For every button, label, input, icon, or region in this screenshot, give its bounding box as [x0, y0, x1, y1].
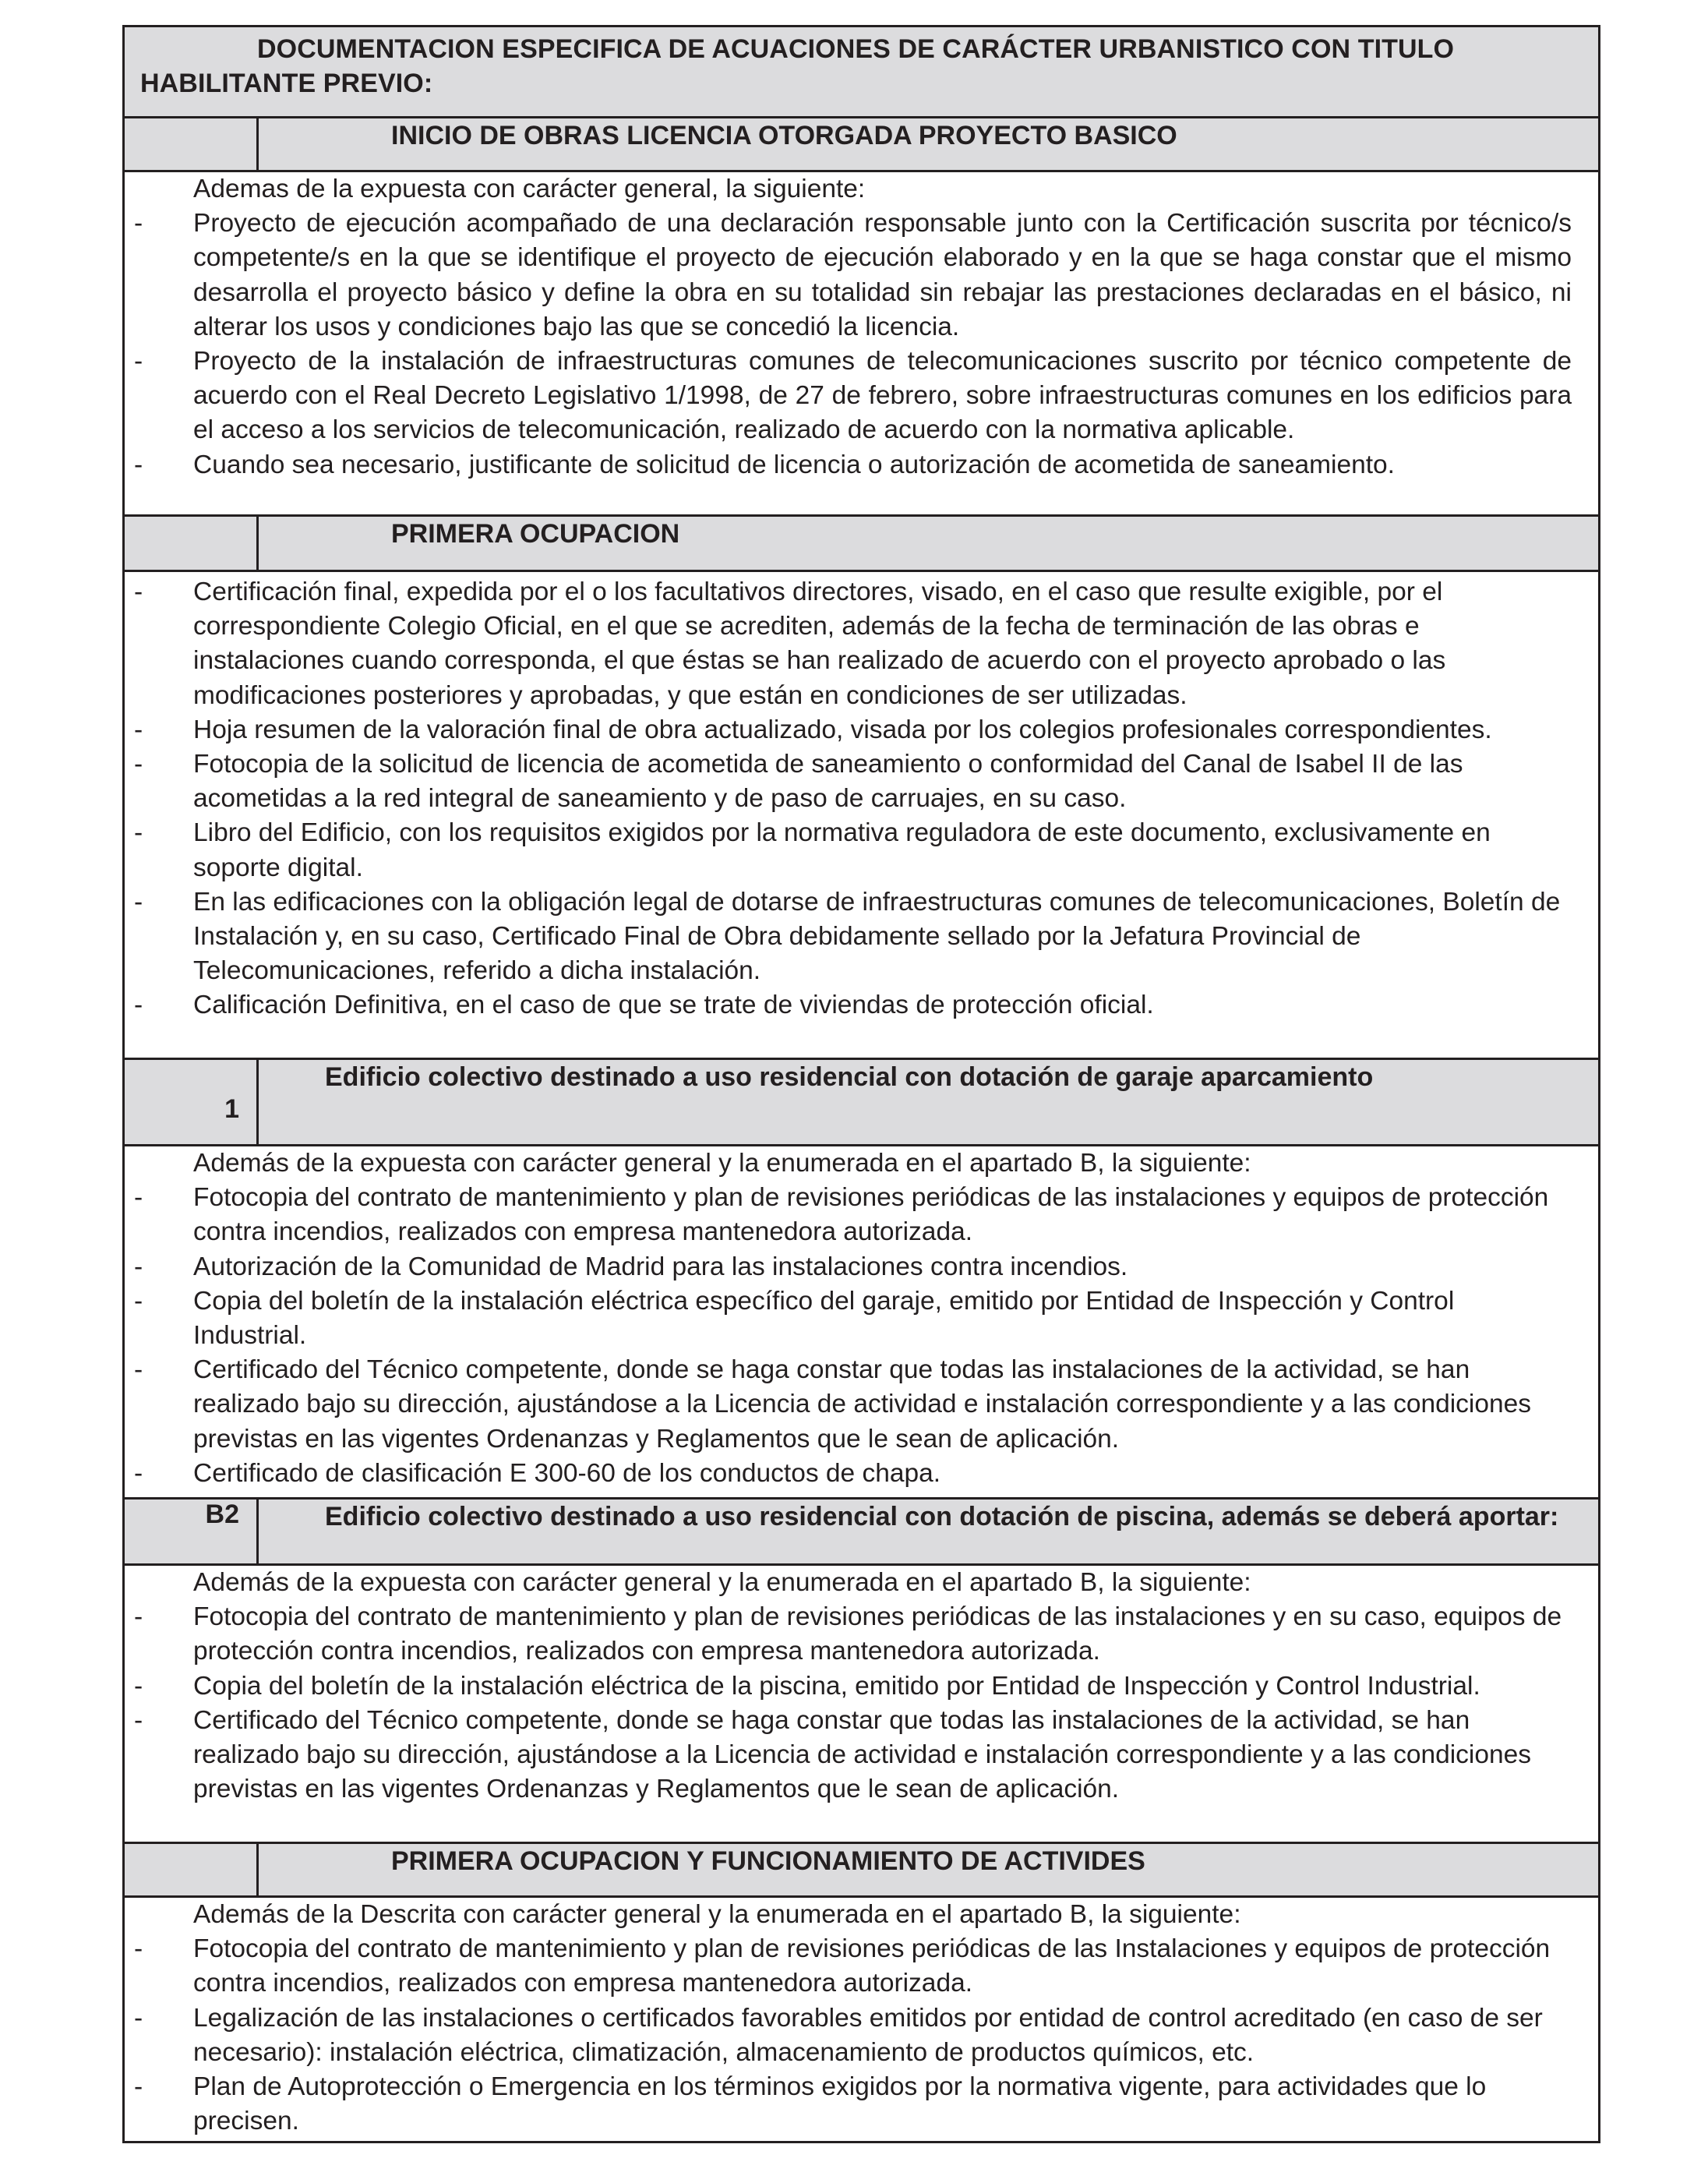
section-heading: Edificio colectivo destinado a uso residencial con dotación de piscina, además se deberá aportar: [325, 1502, 1559, 1531]
list-item [125, 1669, 1583, 1704]
list-item-text: Hoja resumen de la valoración final de obra actualizado, visada por los colegios profesionales correspondientes. [193, 715, 1492, 744]
section-code [125, 118, 259, 170]
section-code: B2 [125, 1500, 259, 1563]
list-item [125, 207, 1583, 344]
list-item [125, 1932, 1583, 2001]
section-header-primera-ocupacion [125, 517, 1598, 572]
list-item [125, 344, 1583, 448]
list-item-text: Libro del Edificio, con los requisitos exigidos por la normativa reguladora de este documento, exclusivamente en soporte digital. [193, 818, 1491, 882]
list-item [125, 988, 1583, 1023]
bullet-dash: - [134, 1934, 143, 1964]
section-heading: PRIMERA OCUPACION [391, 519, 680, 549]
bullet-dash: - [134, 578, 143, 606]
list-item [125, 747, 1583, 816]
section-body-primera-ocupacion [125, 572, 1598, 1060]
bullet-dash: - [134, 1458, 143, 1488]
bullet-dash: - [134, 1671, 143, 1701]
section-body-piscina [125, 1566, 1598, 1844]
list-item-text: Fotocopia del contrato de mantenimiento y plan de revisiones periódicas de las instalaciones y equipos de protección contra incendios, realizados con empresa mantenedora autorizada. [193, 1183, 1549, 1247]
section-body-garaje [125, 1146, 1598, 1500]
list-item-text: Certificado del Técnico competente, donde se haga constar que todas las instalaciones de la actividad, se han realizado bajo su dirección, ajustándose a la Licencia de actividad e instalación correspondiente y a las condiciones previstas en las vigentes Ordenanzas y Reglamentos que le sean de aplicación. [193, 1355, 1532, 1454]
list-item-text: Proyecto de la instalación de infraestructuras comunes de telecomunicaciones suscrito por técnico competente de acuerdo con el Real Decreto Legislativo 1/1998, de 27 de febrero, sobre infraestructuras comunes en los edificios para el acceso a los servicios de telecomunicación, realizado de acuerdo con la normativa aplicable. [193, 347, 1572, 445]
bullet-dash: - [134, 347, 143, 376]
bullet-dash: - [134, 818, 143, 848]
section-body-inicio-obras [125, 172, 1598, 517]
section-intro: Además de la expuesta con carácter general y la enumerada en el apartado B, la siguiente: [193, 1149, 1251, 1178]
bullet-dash: - [134, 991, 143, 1020]
list-item-text: Copia del boletín de la instalación eléctrica de la piscina, emitido por Entidad de Inspección y Control Industrial. [193, 1671, 1480, 1701]
section-code: 1 [125, 1060, 259, 1144]
list-item [125, 1704, 1583, 1807]
title-line-1: DOCUMENTACION ESPECIFICA DE ACUACIONES DE CARÁCTER URBANISTICO CON TITULO [257, 34, 1455, 64]
list-item [125, 1250, 1583, 1284]
list-item-text: Proyecto de ejecución acompañado de una declaración responsable junto con la Certificación suscrita por técnico/s competente/s en la que se identifique el proyecto de ejecución elaborado y en la que se haga constar que el mismo desarrolla el proyecto básico y define la obra en su totalidad sin rebajar las prestaciones declaradas en el básico, ni alterar los usos y condiciones bajo las que se concedió la licencia. [193, 209, 1572, 341]
list-item-text: Fotocopia del contrato de mantenimiento y plan de revisiones periódicas de las instalaciones y en su caso, equipos de protección contra incendios, realizados con empresa mantenedora autorizada. [193, 1602, 1562, 1666]
list-item-text: Fotocopia del contrato de mantenimiento y plan de revisiones periódicas de las Instalaciones y equipos de protección contra incendios, realizados con empresa mantenedora autorizada. [193, 1934, 1551, 1998]
list-item [125, 575, 1583, 713]
section-intro: Ademas de la expuesta con carácter general, la siguiente: [193, 175, 866, 203]
list-item [125, 816, 1583, 885]
list-item [125, 1457, 1583, 1491]
bullet-dash: - [134, 1252, 143, 1281]
list-item [125, 2070, 1583, 2139]
bullet-dash: - [134, 1602, 143, 1632]
list-item-text: Legalización de las instalaciones o certificados favorables emitidos por entidad de control acreditado (en caso de ser necesario): instalación eléctrica, climatización, almacenamiento de productos químicos, etc. [193, 2003, 1543, 2067]
requirements-table [122, 25, 1600, 2143]
list-item [125, 885, 1583, 989]
list-item [125, 1600, 1583, 1669]
bullet-dash: - [134, 1705, 143, 1735]
list-item-text: Calificación Definitiva, en el caso de que se trate de viviendas de protección oficial. [193, 991, 1154, 1020]
bullet-dash: - [134, 450, 143, 479]
section-intro: Además de la expuesta con carácter general y la enumerada en el apartado B, la siguiente: [193, 1568, 1251, 1597]
section-header-garaje [125, 1060, 1598, 1146]
bullet-dash: - [134, 1286, 143, 1316]
section-code [125, 1844, 259, 1895]
list-item-text: Copia del boletín de la instalación eléctrica específico del garaje, emitido por Entidad de Inspección y Control Industrial. [193, 1286, 1455, 1351]
bullet-dash: - [134, 750, 143, 779]
list-item-text: Certificado de clasificación E 300-60 de los conductos de chapa. [193, 1458, 941, 1488]
section-heading: Edificio colectivo destinado a uso residencial con dotación de garaje aparcamiento [325, 1062, 1374, 1092]
section-body-funcionamiento [125, 1898, 1598, 2141]
section-header-funcionamiento [125, 1844, 1598, 1898]
list-item [125, 1284, 1583, 1353]
list-item [125, 2001, 1583, 2070]
list-item-text: Fotocopia de la solicitud de licencia de acometida de saneamiento o conformidad del Canal de Isabel II de las acometidas a la red integral de saneamiento y de paso de carruajes, en su caso. [193, 750, 1463, 814]
section-code [125, 517, 259, 570]
bullet-dash: - [134, 1183, 143, 1213]
bullet-dash: - [134, 715, 143, 744]
list-item-text: Certificación final, expedida por el o los facultativos directores, visado, en el caso que resulte exigible, por el correspondiente Colegio Oficial, en el que se acrediten, además de la fecha de terminación de las obras e instalaciones cuando corresponda, el que éstas se han realizado de acuerdo con el proyecto aprobado o las modificaciones posteriores y aprobadas, y que están en condiciones de ser utilizadas. [193, 578, 1446, 710]
list-item [125, 713, 1583, 747]
document-title [125, 27, 1598, 118]
section-heading: PRIMERA OCUPACION Y FUNCIONAMIENTO DE ACTIVIDES [391, 1846, 1145, 1876]
list-item [125, 448, 1583, 482]
section-intro: Además de la Descrita con carácter general y la enumerada en el apartado B, la siguiente: [193, 1900, 1241, 1929]
bullet-dash: - [134, 2003, 143, 2033]
section-header-inicio-obras [125, 118, 1598, 172]
title-line-2: HABILITANTE PREVIO: [140, 69, 433, 98]
bullet-dash: - [134, 887, 143, 917]
list-item-text: Plan de Autoprotección o Emergencia en los términos exigidos por la normativa vigente, para actividades que lo precisen. [193, 2072, 1487, 2136]
section-heading: INICIO DE OBRAS LICENCIA OTORGADA PROYECTO BASICO [391, 121, 1177, 150]
list-item-text: Cuando sea necesario, justificante de solicitud de licencia o autorización de acometida de saneamiento. [193, 450, 1395, 479]
bullet-dash: - [134, 2072, 143, 2102]
list-item-text: Autorización de la Comunidad de Madrid para las instalaciones contra incendios. [193, 1252, 1128, 1281]
section-header-piscina [125, 1500, 1598, 1566]
list-item [125, 1181, 1583, 1249]
bullet-dash: - [134, 209, 143, 238]
bullet-dash: - [134, 1355, 143, 1385]
list-item-text: Certificado del Técnico competente, donde se haga constar que todas las instalaciones de la actividad, se han realizado bajo su dirección, ajustándose a la Licencia de actividad e instalación correspondiente y a las condiciones previstas en las vigentes Ordenanzas y Reglamentos que le sean de aplicación. [193, 1705, 1532, 1804]
list-item [125, 1353, 1583, 1457]
list-item-text: En las edificaciones con la obligación legal de dotarse de infraestructuras comunes de telecomunicaciones, Boletín de Instalación y, en su caso, Certificado Final de Obra debidamente sellado por la Jefatura Provincial de Telecomunicaciones, referido a dicha instalación. [193, 887, 1561, 986]
